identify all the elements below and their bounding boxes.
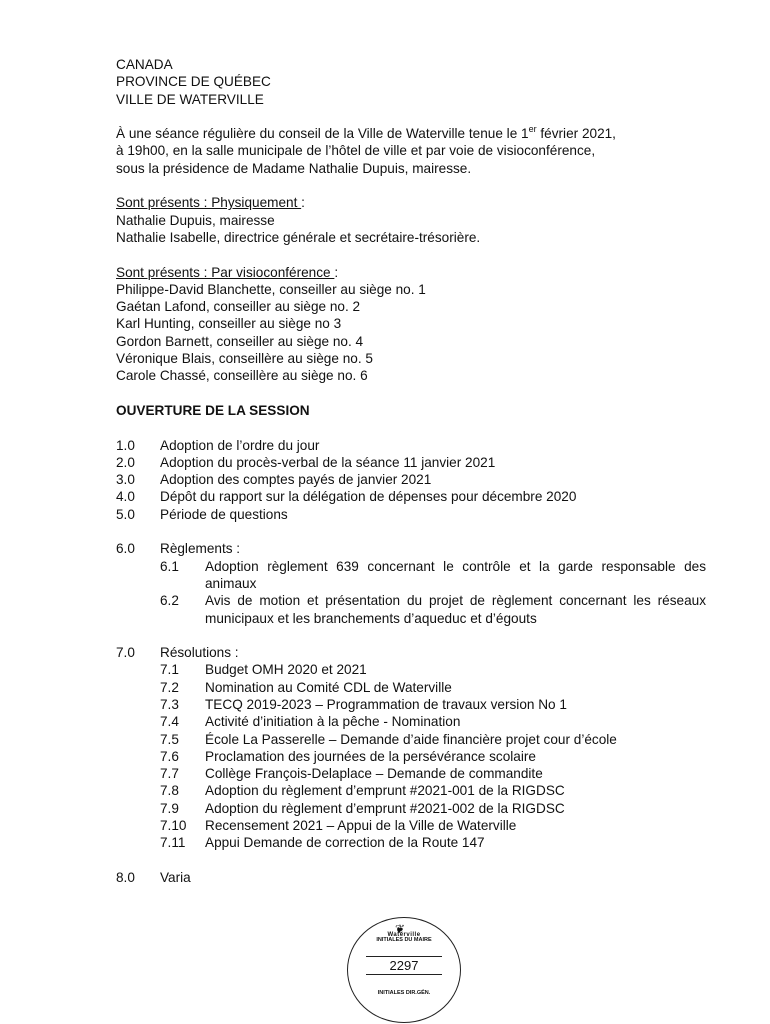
agenda-subitem: 7.8 Adoption du règlement d’emprunt #2021-001 de la RIGDSC: [160, 783, 565, 799]
agenda-subitem: 7.10 Recensement 2021 – Appui de la Ville de Waterville: [160, 818, 517, 834]
person-line: Véronique Blais, conseillère au siège no. 5: [116, 351, 373, 367]
agenda-subitem: 7.11 Appui Demande de correction de la Route 147: [160, 835, 485, 851]
agenda-subitem: 7.4 Activité d’initiation à la pêche - Nomination: [160, 714, 461, 730]
stamp-dg-label: INITIALES DIR.GÉN.: [377, 990, 431, 996]
document-page: [116, 56, 706, 886]
section-reglements: 6.0 Règlements :: [116, 541, 241, 557]
agenda-subitem: 6.2 Avis de motion et présentation du projet de règlement concernant les réseaux municipaux et les branchements d’aqueduc et d’égouts: [160, 593, 706, 626]
agenda-item: 1.0 Adoption de l’ordre du jour: [116, 437, 320, 453]
agenda-subitem: 7.1 Budget OMH 2020 et 2021: [160, 662, 367, 678]
agenda-subitem: 7.2 Nomination au Comité CDL de Waterville: [160, 679, 452, 695]
stamp-divider: [366, 974, 442, 975]
section-varia: 8.0 Varia: [116, 869, 191, 885]
person-line: Gordon Barnett, conseiller au siège no. 4: [116, 333, 364, 349]
header-province: PROVINCE DE QUÉBEC: [116, 74, 271, 90]
person-line: Philippe-David Blanchette, conseiller au siège no. 1: [116, 281, 426, 297]
stamp-brand: Waterville: [387, 932, 421, 938]
waterville-logo-icon: ❦: [395, 922, 406, 936]
agenda-subitem: 6.1 Adoption règlement 639 concernant le contrôle et la garde responsable des animaux: [160, 558, 706, 591]
initials-stamp: [347, 917, 461, 1023]
agenda-item: 3.0 Adoption des comptes payés de janvier 2021: [116, 472, 432, 488]
person-line: Carole Chassé, conseillère au siège no. 6: [116, 368, 368, 384]
person-line: Nathalie Dupuis, mairesse: [116, 212, 275, 228]
agenda-subitem: 7.9 Adoption du règlement d’emprunt #2021-002 de la RIGDSC: [160, 800, 565, 816]
stamp-number: 2297: [389, 958, 419, 973]
intro-line-2: à 19h00, en la salle municipale de l’hôtel de ville et par voie de visioconférence,: [116, 143, 596, 159]
agenda-item: 4.0 Dépôt du rapport sur la délégation de dépenses pour décembre 2020: [116, 489, 577, 505]
present-video-heading: Sont présents : Par visioconférence :: [116, 264, 339, 280]
header-town: VILLE DE WATERVILLE: [116, 91, 264, 107]
person-line: Gaétan Lafond, conseiller au siège no. 2: [116, 299, 361, 315]
agenda-subitem: 7.6 Proclamation des journées de la persévérance scolaire: [160, 748, 536, 764]
opening-heading: OUVERTURE DE LA SESSION: [116, 402, 310, 418]
intro-line-1: À une séance régulière du conseil de la Ville de Waterville tenue le 1er février 2021,: [116, 123, 616, 142]
agenda-subitem: 7.5 École La Passerelle – Demande d’aide financière projet cour d’école: [160, 731, 617, 747]
person-line: Nathalie Isabelle, directrice générale et secrétaire-trésorière.: [116, 229, 481, 245]
person-line: Karl Hunting, conseiller au siège no 3: [116, 316, 342, 332]
intro-line-3: sous la présidence de Madame Nathalie Dupuis, mairesse.: [116, 160, 472, 176]
agenda-item: 2.0 Adoption du procès-verbal de la séance 11 janvier 2021: [116, 454, 496, 470]
present-physical-heading: Sont présents : Physiquement :: [116, 195, 305, 211]
stamp-mayor-label: INITIALES DU MAIRE: [376, 937, 432, 943]
header-country: CANADA: [116, 57, 173, 72]
section-resolutions: 7.0 Résolutions :: [116, 645, 239, 661]
agenda-subitem: 7.3 TECQ 2019-2023 – Programmation de travaux version No 1: [160, 696, 567, 712]
stamp-divider: [366, 956, 442, 957]
agenda-item: 5.0 Période de questions: [116, 506, 288, 522]
agenda-subitem: 7.7 Collège François-Delaplace – Demande de commandite: [160, 766, 543, 782]
